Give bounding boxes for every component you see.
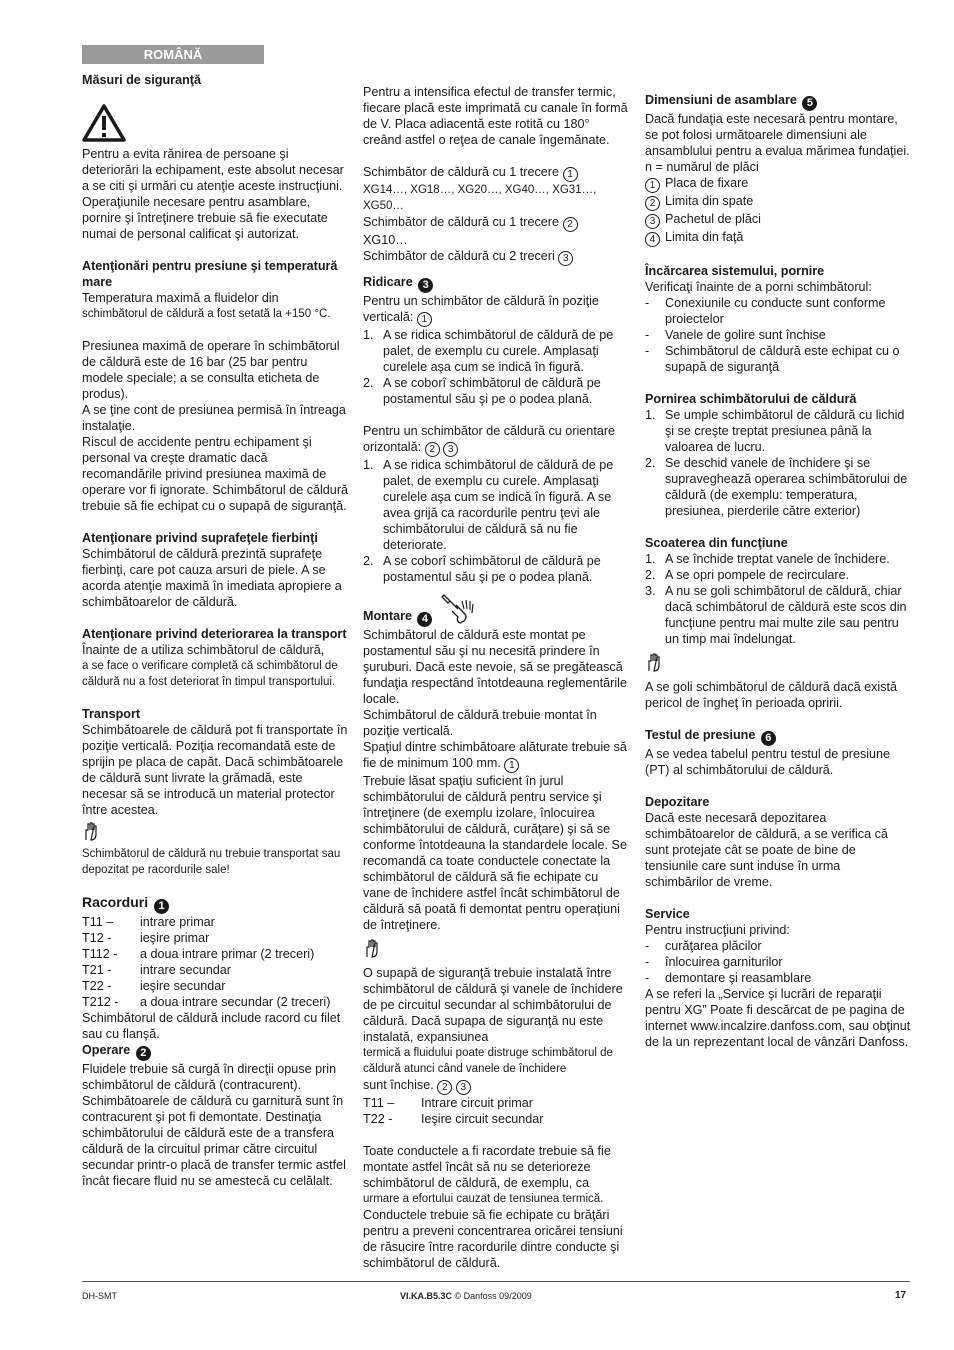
- pornire-title: Pornirea schimbătorului de căldură: [645, 392, 857, 406]
- connections-list: [82, 914, 348, 1010]
- footer-divider: [82, 1281, 910, 1282]
- ridicare-vertical-intro: Pentru un schimbător de căldură în poziţie verticală: 1: [363, 294, 599, 325]
- list-item: 1. A se ridica schimbătorul de căldură de pe palet, de exemplu cu curele. Amplasaţi curelele aşa cum se indică în figură.: [363, 328, 614, 374]
- safety-title: Măsuri de siguranţă: [82, 73, 201, 87]
- list-item: 4 Limita din faţă: [645, 229, 911, 247]
- dimensions-list: [645, 175, 911, 247]
- connection-row: T11 – intrare primar: [82, 915, 215, 929]
- warning-text: Pentru a evita rănirea de persoane şi deteriorări la echipament, este absolut necesar a se citi şi urmări cu atenţie aceste instrucţiuni. Operaţiunile necesare pentru asamblare, pornire şi întreţinere trebuie să fie executate numai de personal calificat şi autorizat.: [82, 147, 344, 241]
- storage-title: Depozitare: [645, 795, 710, 809]
- column-1: [82, 72, 348, 1189]
- service-list: [645, 938, 911, 986]
- service-text: Pentru instrucţiuni privind:: [645, 923, 790, 937]
- list-item: 2. Se deschid vanele de închidere şi se supraveghează operarea schimbătorului de căldură (de exemplu: temperatura, presiunea, pierderile către exterior): [645, 456, 908, 518]
- pass1-label: Schimbător de căldură cu 1 trecere 1: [363, 164, 629, 182]
- figure-2-badge: 2: [136, 1046, 151, 1061]
- connection-row: T112 - a doua intrare primar (2 treceri): [82, 947, 315, 961]
- transport-damage-text-b: a se face o verificare completă că schimbătorul de căldură nu a fost deteriorat în timpul transportului.: [82, 660, 338, 688]
- pornire-list: [645, 407, 911, 519]
- pass1b-models: XG10…: [363, 233, 408, 247]
- connection-row: T22 - ieşire secundar: [82, 979, 226, 993]
- montare-text-2: Schimbătorul de căldură trebuie montat în poziţie verticală.: [363, 708, 597, 738]
- list-item: - curăţarea plăcilor: [645, 939, 762, 953]
- heat-transfer-intro: Pentru a intensifica efectul de transfer termic, fiecare placă este imprimată cu canale în formă de V. Placa adiacentă este rotită cu 180° creând astfel o reţea de canale îngemănate.: [363, 85, 628, 147]
- transport-note: Schimbătorul de căldură nu trebuie transportat sau depozitat pe racordurile sale!: [82, 848, 341, 876]
- safety-valve-text-3: sunt închise. 2 3: [363, 1077, 629, 1095]
- list-item: 1. Se umple schimbătorul de căldură cu lichid şi se creşte treptat presiunea până la valoarea de lucru.: [645, 408, 905, 454]
- language-tab: ROMÂNĂ: [82, 45, 264, 64]
- connection-row: T21 - intrare secundar: [82, 963, 232, 977]
- transport-text: Schimbătoarele de căldură pot fi transportate în poziţie verticală. Poziţia recomandată este de sprijin pe placa de capăt. Dacă schimbătoarele de căldură sunt livrate la grămadă, este necesar să se introducă un material protector între acestea.: [82, 723, 348, 817]
- dimensions-text: Dacă fundaţia este necesară pentru montare, se pot folosi următoarele dimensiuni ale ansamblului pentru a evalua mărimea fundaţiei.: [645, 112, 910, 158]
- footer-document-code: VI.KA.B5.3C © Danfoss 09/2009: [400, 1291, 532, 1301]
- pressure-test-title: Testul de presiune 6: [645, 727, 911, 746]
- racorduri-text: Schimbătorul de căldură include racord cu filet sau cu flanşă.: [82, 1011, 341, 1041]
- ridicare-title: Ridicare 3: [363, 274, 629, 293]
- startup-list: [645, 295, 911, 375]
- figure-6-badge: 6: [761, 731, 776, 746]
- pressure-text-4: Riscul de accidente pentru echipament şi personal va creşte dramatic dacă recomandările privind presiunea maximă de operare vor fi ignorate. Schimbătorul de căldură trebuie să fie echipat cu o supapă de siguranţă.: [82, 435, 349, 513]
- montare-text-1: Schimbătorul de căldură este montat pe postamentul său şi nu necesită prindere în şuruburi. Dacă este nevoie, să se pregătească fundaţia respectând întotdeauna reglementările locale.: [363, 628, 627, 706]
- operare-title: Operare 2: [82, 1042, 348, 1061]
- list-item: - demontare şi reasamblare: [645, 971, 812, 985]
- pressure-text-3: A se ţine cont de presiunea permisă în întreaga instalaţie.: [82, 403, 346, 433]
- list-item: - Schimbătorul de căldură este echipat cu o supapă de siguranţă: [645, 344, 900, 374]
- service-reference: A se referi la „Service şi lucrări de reparaţii pentru XG” Poate fi descărcat de pe pagina de internet www.incalzire.danfoss.com, sau obţinut de la un reprezentant local de vânzări Danfoss.: [645, 987, 911, 1049]
- montare-title: Montare 4: [363, 591, 629, 627]
- warning-icon: [82, 104, 348, 146]
- pressure-text-1a: Temperatura maximă a fluidelor din: [82, 291, 279, 305]
- hot-surface-text: Schimbătorul de căldură prezintă suprafeţe fierbinţi, care pot cauza arsuri de piele. A se acorda atenţie maximă în imediata apropiere a schimbătoarelor de căldură.: [82, 547, 342, 609]
- storage-text: Dacă este necesară depozitarea schimbătoarelor de căldură, a se verifica că sunt protejate cât se poate de bine de tensiunile care sunt induse în urma schimbărilor de vreme.: [645, 811, 888, 889]
- list-item: 3. A nu se goli schimbătorul de căldură, chiar dacă schimbătorul de căldură este scos din funcţiune pentru mai multe zile sau pentru un timp mai îndelungat.: [645, 584, 907, 646]
- dimensions-n: n = numărul de plăci: [645, 160, 759, 174]
- figure-1-badge: 1: [154, 899, 169, 914]
- transport-damage-text-a: Înainte de a utiliza schimbătorul de căldură,: [82, 643, 325, 657]
- montare-text-3: Spaţiul dintre schimbătoare alăturate trebuie să fie de minimum 100 mm. 1: [363, 740, 627, 771]
- connection-row: T11 – Intrare circuit primar: [363, 1096, 533, 1110]
- footer-left-code: DH-SMT: [82, 1291, 117, 1301]
- shutdown-list: [645, 551, 911, 647]
- figure-4-badge: 4: [417, 612, 432, 627]
- shutdown-note: A se goli schimbătorul de căldură dacă există pericol de îngheţ în perioada opririi.: [645, 680, 898, 710]
- transport-title: Transport: [82, 707, 141, 721]
- page-number: 17: [895, 1290, 907, 1301]
- pressure-text-1b: schimbătorul de căldură a fost setată la +150 °C.: [82, 308, 331, 320]
- valve-connections-list: [363, 1095, 629, 1127]
- pressure-text-2: Presiunea maximă de operare în schimbătorul de căldură este de 16 bar (25 bar pentru modele speciale; a se consulta eticheta de produs).: [82, 339, 340, 401]
- list-item: 1 Placa de fixare: [645, 175, 911, 193]
- montare-text-4: Trebuie lăsat spaţiu suficient în jurul schimbătorului de căldură pentru service şi întreţinere (de exemplu izolare, înlocuirea schimbătorului de căldură, curăţare) şi să se conforme întotdeauna la standardele locale. Se recomandă ca toate conductele conectate la schimbătorul de căldură să fie echipate cu vane de închidere astfel încât schimbătorul de căldură să poată fi demontat pentru operaţiuni de întreţinere.: [363, 774, 627, 932]
- transport-damage-title: Atenţionare privind deteriorarea la transport: [82, 627, 347, 641]
- list-item: 2. A se coborî schimbătorul de căldură pe postamentul său şi pe o podea plană.: [363, 376, 601, 406]
- figure-5-badge: 5: [802, 96, 817, 111]
- list-item: 3 Pachetul de plăci: [645, 211, 911, 229]
- pipes-text-2: urmare a efortului cauzat de tensiunea termică.: [363, 1193, 604, 1205]
- startup-title: Încărcarea sistemului, pornire: [645, 264, 825, 278]
- pass1b-label: Schimbător de căldură cu 1 trecere 2: [363, 214, 629, 232]
- ridicare-horizontal-intro: Pentru un schimbător de căldură cu orientare orizontală: 2 3: [363, 424, 616, 455]
- connection-row: T12 - ieşire primar: [82, 931, 210, 945]
- shutdown-title: Scoaterea din funcţiune: [645, 536, 788, 550]
- hand-note-icon: [645, 647, 911, 679]
- service-title: Service: [645, 907, 690, 921]
- hand-note-icon: [363, 933, 629, 965]
- racorduri-title: Racorduri 1: [82, 894, 348, 914]
- column-3: [645, 92, 911, 1050]
- list-item: 2 Limita din spate: [645, 193, 911, 211]
- operare-text: Fluidele trebuie să curgă în direcţii opuse prin schimbătorul de căldură (contracurent). Schimbătoarele de căldură cu garnitură sunt în contracurent şi pot fi demontate. Destinaţia schimbătorului de căldură este de a transfera căldură de la circuitul primar către circuitul secundar printr-o placă de transfer termic astfel încât fiecare fluid nu se amestecă cu celălalt.: [82, 1062, 346, 1188]
- hands-tool-icon: [438, 591, 478, 627]
- connection-row: T22 - Ieşire circuit secundar: [363, 1112, 544, 1126]
- list-item: - Vanele de golire sunt închise: [645, 328, 826, 342]
- pressure-title: Atenţionări pentru presiune şi temperatură mare: [82, 259, 338, 289]
- startup-text: Verificaţi înainte de a porni schimbătorul:: [645, 280, 872, 294]
- list-item: 2. A se coborî schimbătorul de căldură pe postamentul său şi pe o podea plană.: [363, 554, 601, 584]
- ridicare-horizontal-list: [363, 457, 629, 585]
- connection-row: T212 - a doua intrare secundar (2 treceri): [82, 995, 331, 1009]
- hot-surface-title: Atenţionare privind suprafeţele fierbinţi: [82, 531, 318, 545]
- figure-3-badge: 3: [418, 278, 433, 293]
- list-item: - Conexiunile cu conducte sunt conforme proiectelor: [645, 296, 886, 326]
- list-item: - înlocuirea garniturilor: [645, 955, 783, 969]
- pass1-models: XG14…, XG18…, XG20…, XG40…, XG31…, XG50…: [363, 184, 597, 212]
- ridicare-vertical-list: [363, 327, 629, 407]
- list-item: 1. A se închide treptat vanele de închidere.: [645, 552, 890, 566]
- pressure-test-text: A se vedea tabelul pentru testul de presiune (PT) al schimbătorului de căldură.: [645, 747, 891, 777]
- safety-valve-text-2: termică a fluidului poate distruge schimbătorul de căldură atunci când vanele de închidere: [363, 1047, 613, 1075]
- pass2-label: Schimbător de căldură cu 2 treceri 3: [363, 248, 629, 266]
- column-2: [363, 84, 629, 1271]
- dimensions-title: Dimensiuni de asamblare 5: [645, 92, 911, 111]
- safety-valve-text-1: O supapă de siguranţă trebuie instalată între schimbătorul de căldură şi vanele de închidere de pe circuitul secundar al schimbătorului de căldură. Dacă supapa de siguranţă nu este instalată, expansiunea: [363, 966, 623, 1044]
- list-item: 1. A se ridica schimbătorul de căldură de pe palet, de exemplu cu curele. Amplasaţi curelele aşa cum se indică în figură. A se avea grijă ca racordurile pentru ţevi ale schimbătorului de căldură să nu fie deteriorate.: [363, 458, 614, 552]
- hand-note-icon: [82, 818, 348, 846]
- pipes-text-3: Conductele trebuie să fie echipate cu brăţări pentru a preveni concentrarea oricărei tensiuni de răsucire între racordurile dintre conducte şi schimbătorul de căldură.: [363, 1208, 623, 1270]
- pipes-text-1: Toate conductele a fi racordate trebuie să fie montate astfel încât să nu se deterioreze schimbătorul de căldură, de exemplu, ca: [363, 1144, 611, 1190]
- list-item: 2. A se opri pompele de recirculare.: [645, 568, 850, 582]
